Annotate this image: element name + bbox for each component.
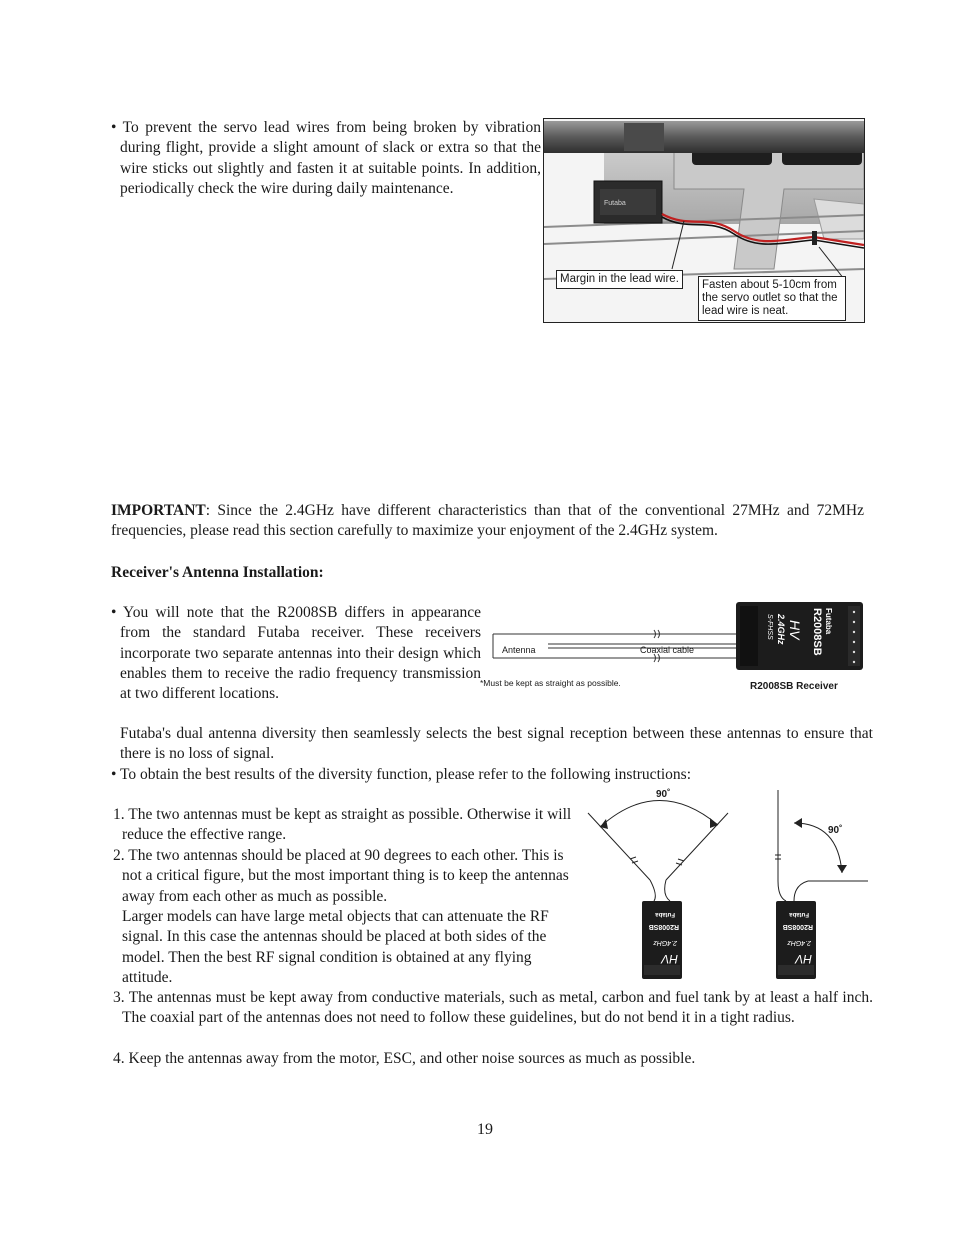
instruction-item-2a: 2. The two antennas should be placed at 90 degrees to each other. This is not a critical figure, but the most important thing is to keep the antennas away from each other as much as possible. <box>113 847 569 905</box>
angle-left-band: 2.4GHz <box>653 939 677 946</box>
antenna-intro: • You will note that the R2008SB differs in appearance from the standard Futaba receiver. These receivers incorporate two separate antennas into their design which enables them to receive the radio frequency transmission at two different locations. <box>111 604 481 703</box>
servo-paragraph: • To prevent the servo lead wires from being broken by vibration during flight, provide a slight amount of slack or extra so that the wire sticks out slightly and fasten it at suitable points. In addition, periodically check the wire during daily maintenance. <box>111 119 541 197</box>
angle-right-hv: HV <box>795 952 812 966</box>
angle-left-hv: HV <box>661 952 678 966</box>
receiver-brand-label: Futaba <box>824 608 833 635</box>
antenna-angle-svg <box>580 785 870 985</box>
instructions-intro: • To obtain the best results of the diversity function, please refer to the following instructions: <box>111 766 692 783</box>
angle-right-brand: Futaba <box>789 911 809 917</box>
angle-right-band: 2.4GHz <box>787 939 811 946</box>
angle-right-model: R2008SB <box>782 923 813 930</box>
receiver-model-label: R2008SB <box>811 608 823 656</box>
receiver-system-label: S-FHSS <box>766 614 773 640</box>
servo-lead-illustration <box>543 118 865 323</box>
antenna-heading: Receiver's Antenna Installation: <box>111 564 324 581</box>
antenna-label: Antenna <box>502 645 536 655</box>
instruction-item-1: 1. The two antennas must be kept as straight as possible. Otherwise it will reduce the effective range. <box>113 806 572 844</box>
coaxial-label: Coaxial cable <box>640 645 695 655</box>
margin-callout: Margin in the lead wire. <box>556 270 683 289</box>
diversity-paragraph: Futaba's dual antenna diversity then seamlessly selects the best signal reception between these antennas to ensure that there is no loss of signal. <box>120 725 873 763</box>
svg-text:Futaba: Futaba <box>604 200 626 207</box>
page-number: 19 <box>477 1121 493 1138</box>
angle-right-label: 90˚ <box>828 825 843 836</box>
important-label: IMPORTANT <box>111 502 206 519</box>
important-text: : Since the 2.4GHz have different characteristics than that of the conventional 27MHz and 72MHz frequencies, please read this section carefully to maximize your enjoyment of the 2.4GHz system. <box>111 502 864 540</box>
receiver-band-label: 2.4GHz <box>776 614 786 645</box>
angle-left-label: 90˚ <box>656 789 671 800</box>
instruction-item-4: 4. Keep the antennas away from the motor, ESC, and other noise sources as much as possible. <box>113 1050 696 1067</box>
receiver-diagram <box>478 596 868 696</box>
fasten-callout: Fasten about 5-10cm from the servo outlet so that the lead wire is neat. <box>698 276 846 321</box>
straight-note: *Must be kept as straight as possible. <box>480 678 621 688</box>
angle-left-model: R2008SB <box>648 923 679 930</box>
angle-left-brand: Futaba <box>655 911 675 917</box>
important-paragraph <box>111 501 864 542</box>
receiver-hv-label: HV <box>787 620 803 640</box>
receiver-caption: R2008SB Receiver <box>750 681 838 692</box>
instruction-item-2b: Larger models can have large metal objects that can attenuate the RF signal. In this case the antennas should be placed at both sides of the model. Then the best RF signal condition is obtained at any flying attitude. <box>122 908 549 986</box>
antenna-angle-diagram <box>580 785 870 985</box>
instruction-item-3: 3. The antennas must be kept away from conductive materials, such as metal, carbon and fuel tank by at least a half inch. The coaxial part of the antennas does not need to follow these guidelines, but do not bend it in a tight radius. <box>113 989 873 1027</box>
